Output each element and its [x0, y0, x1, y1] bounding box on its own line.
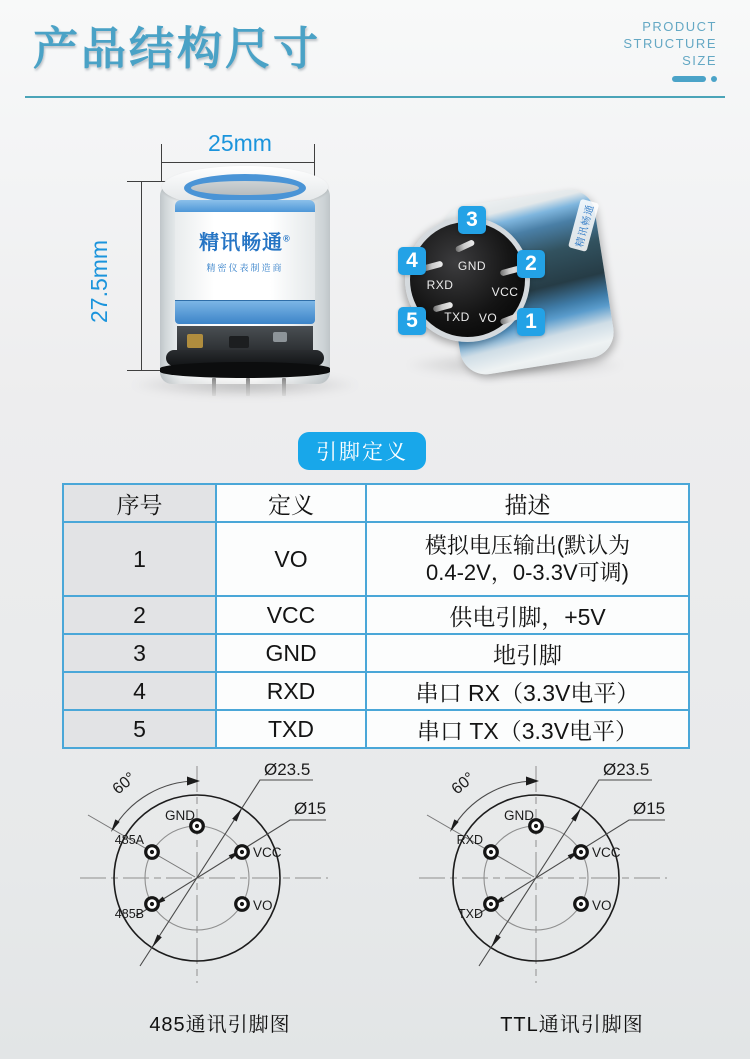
label-white-area	[175, 212, 315, 300]
sensor-pin	[282, 378, 286, 396]
rxd-pin-label: RXD	[426, 278, 454, 292]
outer-diameter-label: Ø23.5	[264, 760, 311, 779]
label-blue-band-bottom	[175, 300, 315, 324]
sensor-top-ring	[184, 174, 306, 202]
height-dimension-line	[141, 182, 142, 371]
pin-number-badge-2: 2	[517, 250, 545, 278]
gnd-pin-label: GND	[457, 259, 487, 273]
header-divider	[25, 96, 725, 98]
cell-desc: 串口 TX（3.3V电平）	[366, 710, 689, 748]
pin-number-badge-3: 3	[458, 206, 486, 234]
diagram-485	[60, 750, 380, 985]
vo-pin-label: VO	[478, 311, 498, 325]
cell-def: VO	[216, 522, 366, 596]
tagline	[547, 18, 717, 82]
header-def: 定义	[216, 484, 366, 522]
inner-diameter-label: Ø15	[294, 799, 327, 818]
cell-no: 5	[63, 710, 216, 748]
inner-diameter-leader	[475, 820, 665, 916]
tagline-line-3: SIZE	[682, 53, 717, 68]
sensor-base-lower	[160, 362, 330, 378]
arrowhead	[187, 777, 200, 786]
pin-definition-table	[62, 483, 690, 749]
pin-number-badge-4: 4	[398, 247, 426, 275]
pin-label-upper-left: RXD	[456, 833, 483, 847]
inner-diameter-leader	[136, 820, 326, 916]
pin-definition-badge: 引脚定义	[298, 432, 426, 470]
pin-label-lower-left: 485B	[114, 907, 144, 921]
pin-label-lower-right: VO	[253, 898, 273, 913]
vcc-pin-label: VCC	[491, 285, 519, 299]
table-row	[63, 634, 689, 672]
cell-def: RXD	[216, 672, 366, 710]
arrowhead	[232, 808, 242, 821]
cell-no: 4	[63, 672, 216, 710]
cell-def: GND	[216, 634, 366, 672]
pin-number-badge-5: 5	[398, 307, 426, 335]
table-row	[63, 672, 689, 710]
label-blue-band-top	[175, 200, 315, 212]
arrowhead	[111, 819, 120, 832]
brand-subtitle: 精密仪表制造商	[206, 263, 284, 273]
outer-diameter-label: Ø23.5	[603, 760, 650, 779]
sensor-pin	[246, 378, 250, 396]
arrowhead	[571, 808, 581, 821]
diagram-485-caption: 485通讯引脚图	[149, 1014, 291, 1036]
tagline-decoration	[547, 76, 717, 82]
pin-label-lower-left: TXD	[458, 907, 483, 921]
pin-label-upper-right: VCC	[253, 845, 282, 860]
header-desc: 描述	[366, 484, 689, 522]
brand-name	[175, 212, 315, 255]
cell-no: 1	[63, 522, 216, 596]
table-row	[63, 522, 689, 596]
pin-number-badge-1: 1	[517, 308, 545, 336]
diagram-ttl	[399, 750, 719, 985]
pcb-component-silver	[273, 332, 287, 342]
table-row	[63, 596, 689, 634]
cell-desc: 供电引脚，+5V	[366, 596, 689, 634]
inner-diameter-label: Ø15	[633, 799, 666, 818]
arrowhead	[152, 935, 162, 948]
diagram-ttl-caption: TTL通讯引脚图	[500, 1014, 644, 1036]
pin-label-top: GND	[504, 808, 534, 823]
brand-registered-mark: ®	[283, 233, 291, 244]
tagline-line-1: PRODUCT	[642, 19, 717, 34]
arrowhead	[526, 777, 539, 786]
tagline-line-2: STRUCTURE	[623, 36, 717, 51]
page-title: 产品结构尺寸	[33, 23, 322, 74]
pcb-component-chip	[229, 336, 249, 348]
table-header-row	[63, 484, 689, 522]
pcb-component-gold	[187, 334, 203, 348]
pin-label-upper-right: VCC	[592, 845, 621, 860]
decoration-dot	[711, 76, 717, 82]
brand-text: 精讯畅通	[199, 232, 284, 254]
angle-label: 60°	[109, 769, 140, 799]
sensor-pin	[212, 378, 216, 396]
cell-desc: 串口 RX（3.3V电平）	[366, 672, 689, 710]
cell-desc	[366, 522, 689, 596]
arrowhead	[491, 935, 501, 948]
cell-def: VCC	[216, 596, 366, 634]
pin-label-top: GND	[165, 808, 195, 823]
sensor-side-brand: 精讯畅通	[568, 199, 599, 252]
pin-label-upper-left: 485A	[114, 833, 144, 847]
pin-label-lower-right: VO	[592, 898, 612, 913]
table-row	[63, 710, 689, 748]
width-dimension-label: 25mm	[208, 130, 272, 156]
decoration-bar	[672, 76, 706, 82]
sensor-bottom-photo	[390, 185, 620, 385]
height-dimension-label: 27.5mm	[86, 239, 112, 323]
angle-label: 60°	[448, 769, 479, 799]
txd-pin-label: TXD	[444, 310, 470, 324]
cell-desc: 地引脚	[366, 634, 689, 672]
header-no: 序号	[63, 484, 216, 522]
cell-no: 3	[63, 634, 216, 672]
sensor-label	[175, 200, 315, 324]
sensor-front-photo	[150, 140, 340, 402]
desc-line-2: 0.4-2V，0-3.3V可调)	[426, 560, 629, 585]
cell-no: 2	[63, 596, 216, 634]
arrowhead	[450, 819, 459, 832]
desc-line-1: 模拟电压输出(默认为	[424, 533, 631, 558]
cell-def: TXD	[216, 710, 366, 748]
